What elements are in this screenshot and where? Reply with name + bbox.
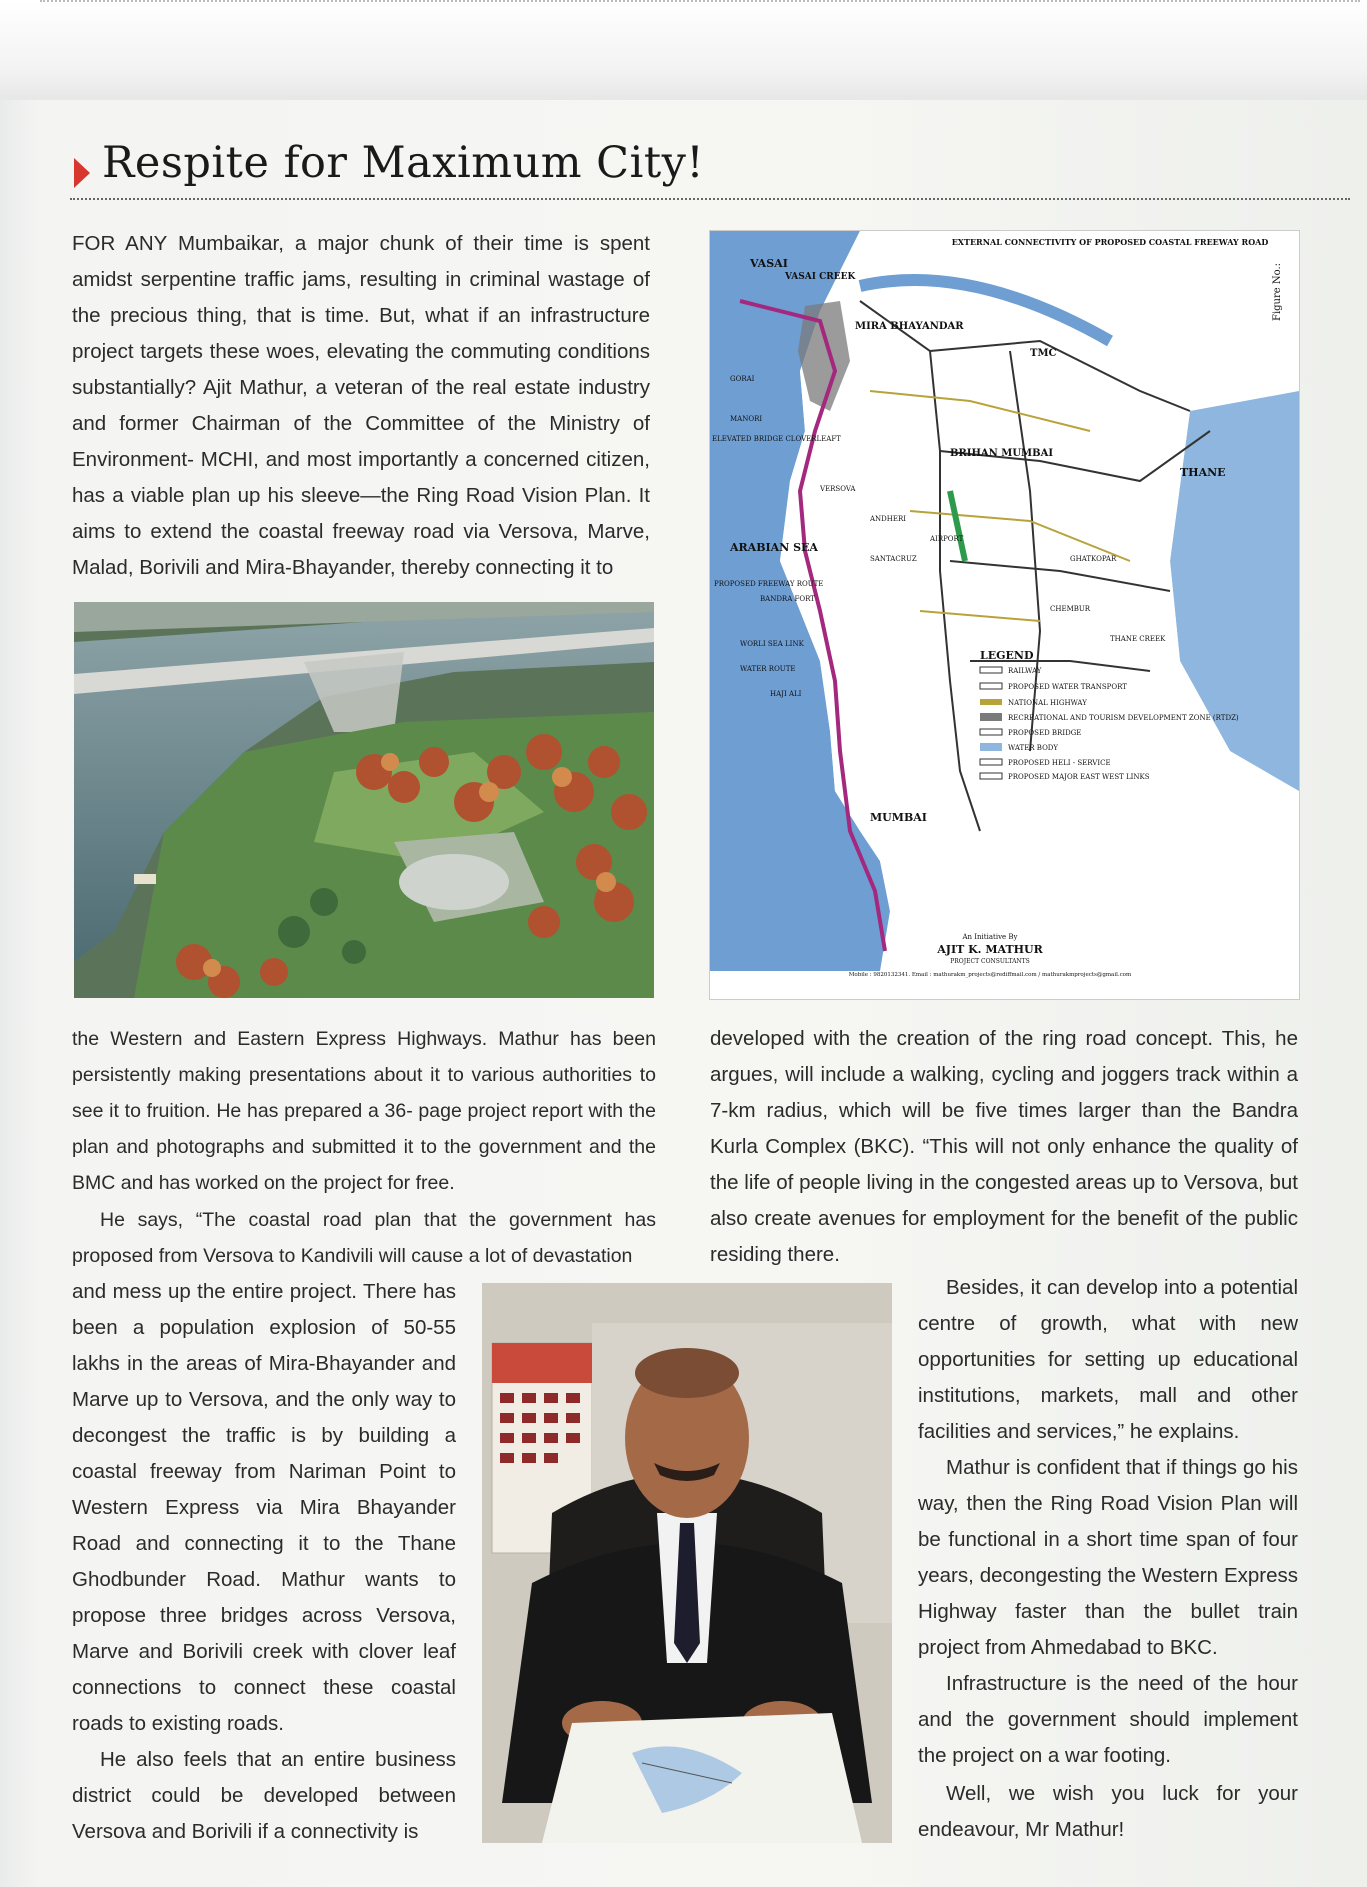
label-elevated-bridge: ELEVATED BRIDGE CLOVERLEAFT [712,435,841,443]
label-mira: MIRA BHAYANDAR [855,321,964,332]
label-tmc: TMC [1030,348,1057,359]
legend-item-4: PROPOSED BRIDGE [1008,729,1082,737]
legend-item-0: RAILWAY [1008,667,1042,675]
label-andheri: ANDHERI [870,515,907,523]
label-proposed-freeway: PROPOSED FREEWAY ROUTE [714,580,824,588]
man-portrait-illustration [482,1283,892,1843]
credit-contact: Mobile : 9820132341. Email : mathurakm_projects@rediffmail.com / mathurakmprojects@gmail.com [848,972,1132,978]
paragraph-confidence: Mathur is confident that if things go his way, then the Ring Road Vision Plan will be functional in a short time span of four years, decongesting the Western Express Highway faster than the bullet train project from Ahmedabad to BKC. [918,1456,1298,1659]
paragraph-business-district: He also feels that an entire business district could be developed between Versova and Borivili if a connectivity is [72,1748,456,1843]
label-thane: THANE [1180,466,1226,479]
label-worli: WORLI SEA LINK [740,640,804,648]
label-chembur: CHEMBUR [1050,605,1091,613]
label-haji-ali: HAJI ALI [770,690,802,698]
paragraph-intro: FOR ANY Mumbaikar, a major chunk of their time is spent amidst serpentine traffic jams, resulting in criminal wastage of the precious thing, that is time. But, what if an infrastructure project targets these woes, elevating the commuting conditions substantially? Ajit Mathur, a veteran of the real estate industry and former Chairman of the Committee of the Ministry of Environment- MCHI, and most importantly a concerned citizen, has a viable plan up his sleeve—the Ring Road Vision Plan. It aims to extend the coastal freeway road via Versova, Marve, Malad, Borivili and Mira-Bhayander, thereby connecting it to [72,232,650,579]
triangle-marker-icon [74,158,90,188]
label-mumbai: MUMBAI [870,811,927,824]
label-water-route: WATER ROUTE [740,665,796,673]
label-arabian: ARABIAN SEA [730,541,818,554]
credit-line2: PROJECT CONSULTANTS [950,958,1030,965]
paragraph-growth-centre: Besides, it can develop into a potential centre of growth, what with new opportunities for setting up educational institutions, markets, mall and other facilities and services,” he explains. [918,1276,1298,1443]
label-ghatkopar: GHATKOPAR [1070,555,1117,563]
label-gorai: GORAI [730,375,755,383]
paragraph-quote-start: He says, “The coastal road plan that the government has proposed from Versova to Kandivili will cause a lot of devastation [72,1209,656,1267]
top-dotted-edge [40,0,1360,4]
aerial-park-illustration [74,602,654,998]
legend-item-1: PROPOSED WATER TRANSPORT [1008,683,1127,691]
article-title: Respite for Maximum City! [102,138,705,188]
ring-road-map [709,230,1300,1000]
label-versova: VERSOVA [820,485,856,493]
title-row [66,138,1352,200]
paragraph-infrastructure: Infrastructure is the need of the hour and the government should implement the project on a war footing. [918,1672,1298,1767]
map-figure-no: Figure No.: [1272,263,1283,321]
coastal-freeway-map-graphic [710,231,1299,999]
legend-item-3: RECREATIONAL AND TOURISM DEVELOPMENT ZONE (RTDZ) [1008,714,1239,722]
label-vasai-creek: VASAI CREEK [785,272,856,282]
label-manori: MANORI [730,415,763,423]
paragraph-quote-body: and mess up the entire project. There has been a population explosion of 50-55 lakhs in the areas of Mira-Bhayander and Marve up to Versova, and the only way to decongest the traffic is by building a coastal freeway from Nariman Point to Western Express via Mira Bhayander Road and connecting it to the Thane Ghodbunder Road. Mathur wants to propose three bridges across Versova, Marve and Borivili creek with clover leaf connections to connect these coastal roads to existing roads. [72,1280,456,1735]
label-santacruz: SANTACRUZ [870,555,917,563]
top-band [0,0,1367,100]
credit-name: AJIT K. MATHUR [937,943,1043,956]
paragraph-closing: Well, we wish you luck for your endeavour, Mr Mathur! [918,1782,1298,1841]
bridge-rendering-image [74,602,654,998]
label-brihan: BRIHAN MUMBAI [950,448,1054,459]
portrait-photo [482,1283,892,1843]
credit-line1: An Initiative By [962,933,1018,941]
label-airport: AIRPORT [930,535,964,543]
label-bandra-fort: BANDRA FORT [760,595,815,603]
label-vasai: VASAI [750,257,788,270]
legend-title: LEGEND [980,649,1034,662]
legend-item-2: NATIONAL HIGHWAY [1008,699,1087,707]
label-thane-creek: THANE CREEK [1110,635,1166,643]
legend-item-6: PROPOSED HELI - SERVICE [1008,759,1111,767]
paragraph-ring-road: developed with the creation of the ring road concept. This, he argues, will include a walking, cycling and joggers track within a 7-km radius, which will be five times larger than the Bandra Kurla Complex (BKC). “This will not only enhance the quality of the life of people living in the congested areas up to Versova, but also create avenues for employment for the benefit of the public residing there. [710,1027,1298,1266]
legend-item-7: PROPOSED MAJOR EAST WEST LINKS [1008,773,1150,781]
title-divider [70,198,1350,200]
paragraph-presentations: the Western and Eastern Express Highways. Mathur has been persistently making presentations about it to various authorities to see it to fruition. He has prepared a 36- page project report with the plan and photographs and submitted it to the government and the BMC and has worked on the project for free. [72,1028,656,1194]
legend-item-5: WATER BODY [1008,744,1059,752]
map-header: EXTERNAL CONNECTIVITY OF PROPOSED COASTAL FREEWAY ROAD [951,237,1269,247]
